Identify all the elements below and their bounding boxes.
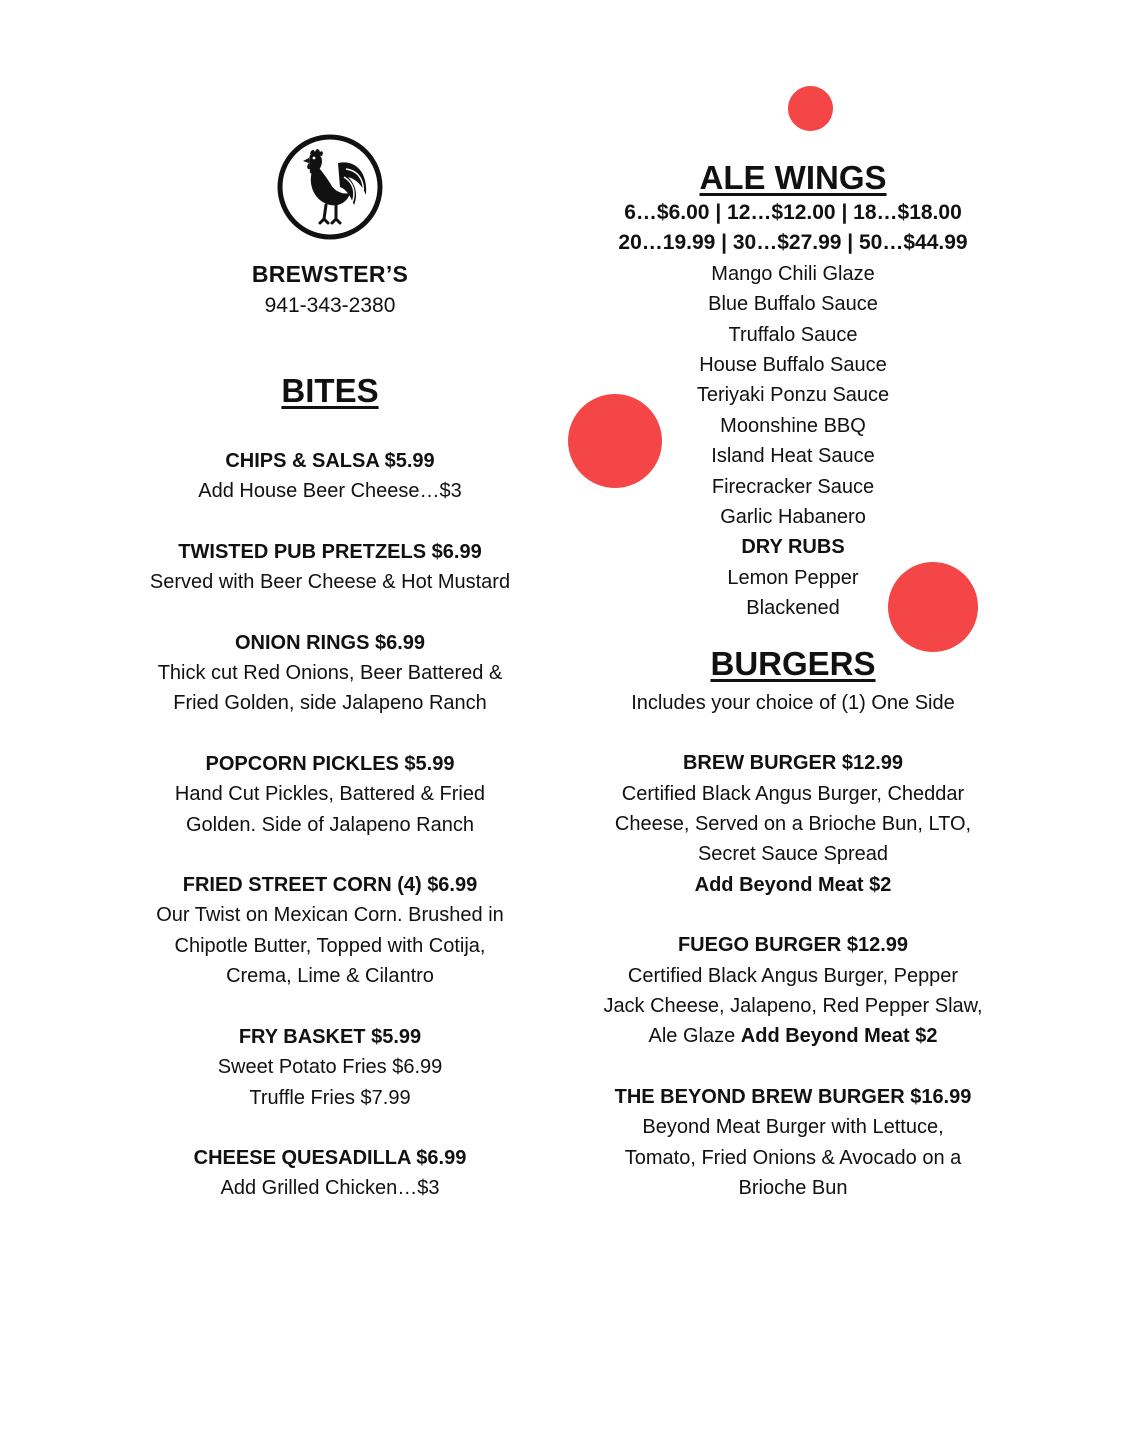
menu-item-pub-pretzels — [110, 537, 550, 598]
menu-item-desc: Golden. Side of Jalapeno Ranch — [186, 813, 474, 836]
wings-price-line: 20…19.99 | 30…$27.99 | 50…$44.99 — [618, 231, 968, 255]
menu-item-name: POPCORN PICKLES $5.99 — [205, 752, 455, 775]
wing-sauce-item: Mango Chili Glaze — [711, 262, 875, 285]
menu-item-desc: Fried Golden, side Jalapeno Ranch — [173, 692, 487, 715]
logo-wrap — [110, 133, 550, 241]
menu-item-name: ONION RINGS $6.99 — [234, 631, 426, 654]
menu-item-name: FRIED STREET CORN (4) $6.99 — [182, 874, 478, 897]
menu-item-fry-basket — [110, 1022, 550, 1113]
left-column — [110, 133, 550, 1204]
menu-item-cheese-quesadilla — [110, 1143, 550, 1204]
wing-sauce-list — [583, 259, 1003, 533]
menu-item-desc: Jack Cheese, Jalapeno, Red Pepper Slaw, — [603, 994, 983, 1017]
menu-item-brew-burger — [583, 748, 1003, 900]
rooster-icon — [276, 133, 384, 241]
menu-item-name: CHIPS & SALSA $5.99 — [225, 450, 435, 472]
menu-item-desc: Beyond Meat Burger with Lettuce, — [642, 1116, 944, 1139]
wing-sauce-item: Truffalo Sauce — [728, 323, 858, 346]
menu-item-name: FRY BASKET $5.99 — [238, 1025, 422, 1048]
menu-item-desc: Add House Beer Cheese…$3 — [198, 480, 462, 503]
menu-item-popcorn-pickles — [110, 749, 550, 840]
dry-rub-item: Lemon Pepper — [727, 566, 859, 589]
wings-price-line: 6…$6.00 | 12…$12.00 | 18…$18.00 — [624, 201, 962, 224]
right-column — [583, 158, 1003, 1203]
menu-item-desc-text: Ale Glaze — [648, 1025, 741, 1048]
menu-item-desc: Certified Black Angus Burger, Cheddar — [621, 782, 965, 805]
wing-sauce-item: Garlic Habanero — [720, 506, 866, 529]
menu-item-fuego-burger — [583, 930, 1003, 1052]
dry-rubs-heading: DRY RUBS — [741, 536, 845, 559]
menu-item-desc: Thick cut Red Onions, Beer Battered & — [157, 662, 503, 685]
menu-item-desc: Crema, Lime & Cilantro — [226, 965, 434, 988]
menu-item-desc: Our Twist on Mexican Corn. Brushed in — [156, 904, 504, 927]
wing-sauce-item: Teriyaki Ponzu Sauce — [696, 384, 890, 407]
wing-sauce-item: Moonshine BBQ — [720, 414, 866, 437]
burgers-section-title: BURGERS — [710, 644, 876, 682]
wings-section-title: ALE WINGS — [699, 159, 887, 196]
menu-item-desc: Brioche Bun — [738, 1176, 848, 1199]
menu-item-name: THE BEYOND BREW BURGER $16.99 — [614, 1085, 972, 1108]
menu-item-desc: Certified Black Angus Burger, Pepper — [627, 964, 959, 987]
menu-item-desc: Hand Cut Pickles, Battered & Fried — [174, 783, 486, 806]
menu-item-name: TWISTED PUB PRETZELS $6.99 — [178, 540, 482, 563]
wing-sauce-item: Blue Buffalo Sauce — [708, 293, 878, 316]
menu-item-desc: Served with Beer Cheese & Hot Mustard — [149, 571, 511, 594]
wing-sauce-item: House Buffalo Sauce — [699, 354, 887, 377]
menu-item-addon: Add Beyond Meat $2 — [694, 873, 892, 896]
menu-item-beyond-brew-burger — [583, 1082, 1003, 1204]
burgers-intro: Includes your choice of (1) One Side — [631, 691, 955, 714]
menu-item-desc: Tomato, Fried Onions & Avocado on a — [624, 1146, 962, 1169]
wing-sauce-item: Firecracker Sauce — [711, 475, 875, 498]
menu-item-street-corn — [110, 870, 550, 992]
decorative-dot-top — [788, 86, 833, 131]
dry-rub-item: Blackened — [746, 597, 840, 620]
menu-item-desc: Add Grilled Chicken…$3 — [220, 1177, 440, 1200]
menu-item-name: BREW BURGER $12.99 — [682, 752, 904, 775]
menu-item-desc: Sweet Potato Fries $6.99 — [217, 1056, 443, 1079]
menu-item-desc: Secret Sauce Spread — [697, 843, 889, 866]
brand-name: BREWSTER’S — [251, 261, 409, 287]
menu-item-chips-salsa — [110, 446, 550, 507]
bites-section-title: BITES — [281, 372, 379, 409]
menu-item-desc: Chipotle Butter, Topped with Cotija, — [174, 934, 486, 957]
brand-phone: 941-343-2380 — [264, 294, 396, 317]
wing-sauce-item: Island Heat Sauce — [711, 445, 875, 468]
menu-item-desc: Truffle Fries $7.99 — [249, 1086, 411, 1109]
menu-item-desc-last — [583, 1021, 1003, 1051]
menu-item-name: CHEESE QUESADILLA $6.99 — [193, 1146, 467, 1169]
menu-item-name: FUEGO BURGER $12.99 — [677, 934, 909, 957]
menu-item-desc: Cheese, Served on a Brioche Bun, LTO, — [614, 812, 972, 835]
menu-item-onion-rings — [110, 628, 550, 719]
menu-item-addon: Add Beyond Meat $2 — [740, 1025, 938, 1048]
